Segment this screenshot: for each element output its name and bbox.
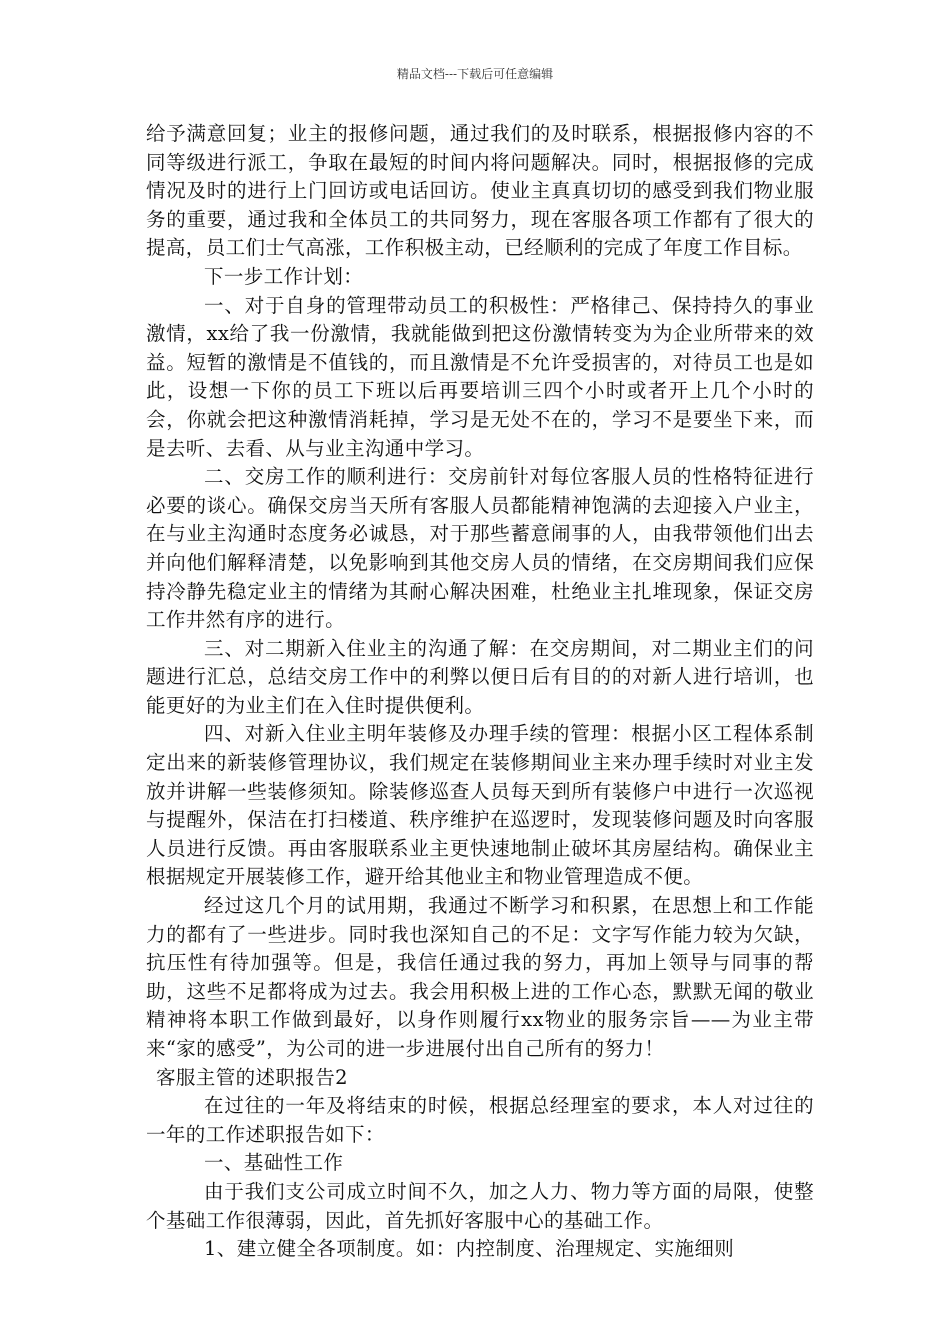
paragraph-plan-item-4: 四、对新入住业主明年装修及办理手续的管理：根据小区工程体系制定出来的新装修管理协议，我们规定在装修期间业主来办理手续时对业主发放并讲解一些装修须知。除装修巡查人员每天到所有装修户中进行一次巡视与提醒外，保洁在打扫楼道、秩序维护在巡逻时，发现装修问题及时向客服人员进行反馈。再由客服联系业主更快速地制止破坏其房屋结构。确保业主根据规定开展装修工作，避开给其他业主和物业管理造成不便。 (146, 722, 814, 889)
paragraph-plan-item-2: 二、交房工作的顺利进行：交房前针对每位客服人员的性格特征进行必要的谈心。确保交房当天所有客服人员都能精神饱满的去迎接入户业主，在与业主沟通时态度务必诚恳，对于那些蓄意闹事的人，由我带领他们出去并向他们解释清楚，以免影响到其他交房人员的情绪，在交房期间我们应保持冷静先稳定业主的情绪为其耐心解决困难，杜绝业主扎堆现象，保证交房工作井然有序的进行。 (146, 465, 814, 632)
paragraph-repair-service: 给予满意回复；业主的报修问题，通过我们的及时联系，根据报修内容的不同等级进行派工，争取在最短的时间内将问题解决。同时，根据报修的完成情况及时的进行上门回访或电话回访。使业主真真切切的感受到我们物业服务的重要，通过我和全体员工的共同努力，现在客服各项工作都有了很大的提高，员工们士气高涨，工作积极主动，已经顺利的完成了年度工作目标。 (146, 122, 814, 260)
page-header: 精品文档---下载后可任意编辑 (396, 67, 554, 81)
document-body (146, 120, 814, 1264)
paragraph-basic-work-body: 由于我们支公司成立时间不久，加之人力、物力等方面的局限，使整个基础工作很薄弱，因此，首先抓好客服中心的基础工作。 (146, 1179, 814, 1232)
paragraph-rules-item-1: 1、建立健全各项制度。如：内控制度、治理规定、实施细则 (204, 1237, 735, 1261)
paragraph-probation-summary: 经过这几个月的试用期，我通过不断学习和积累，在思想上和工作能力的都有了一些进步。同时我也深知自己的不足：文字写作能力较为欠缺，抗压性有待加强等。但是，我信任通过我的努力，再加上领导与同事的帮助，这些不足都将成为过去。我会用积极上进的工作心态，默默无闻的敬业精神将本职工作做到最好，以身作则履行xx物业的服务宗旨——为业主带来“家的感受”，为公司的进一步进展付出自己所有的努力！ (146, 894, 814, 1060)
paragraph-plan-item-1: 一、对于自身的管理带动员工的积极性：严格律己、保持持久的事业激情，xx给了我一份激情，我就能做到把这份激情转变为为企业所带来的效益。短暂的激情是不值钱的，而且激情是不允许受损害的，对待员工也是如此，设想一下你的员工下班以后再要培训三四个小时或者开上几个小时的会，你就会把这种激情消耗掉，学习是无处不在的，学习不是要坐下来，而是去听、去看、从与业主沟通中学习。 (146, 293, 814, 460)
section-title-report-2: 客服主管的述职报告2 (156, 1065, 348, 1089)
paragraph-plan-item-3: 三、对二期新入住业主的沟通了解：在交房期间，对二期业主们的问题进行汇总，总结交房工作中的利弊以便日后有目的的对新人进行培训，也能更好的为业主们在入住时提供便利。 (146, 636, 814, 717)
paragraph-report-intro: 在过往的一年及将结束的时候，根据总经理室的要求，本人对过往的一年的工作述职报告如下： (146, 1094, 814, 1146)
paragraph-next-plan-heading: 下一步工作计划： (204, 264, 364, 288)
paragraph-basic-work-heading: 一、基础性工作 (204, 1151, 344, 1175)
